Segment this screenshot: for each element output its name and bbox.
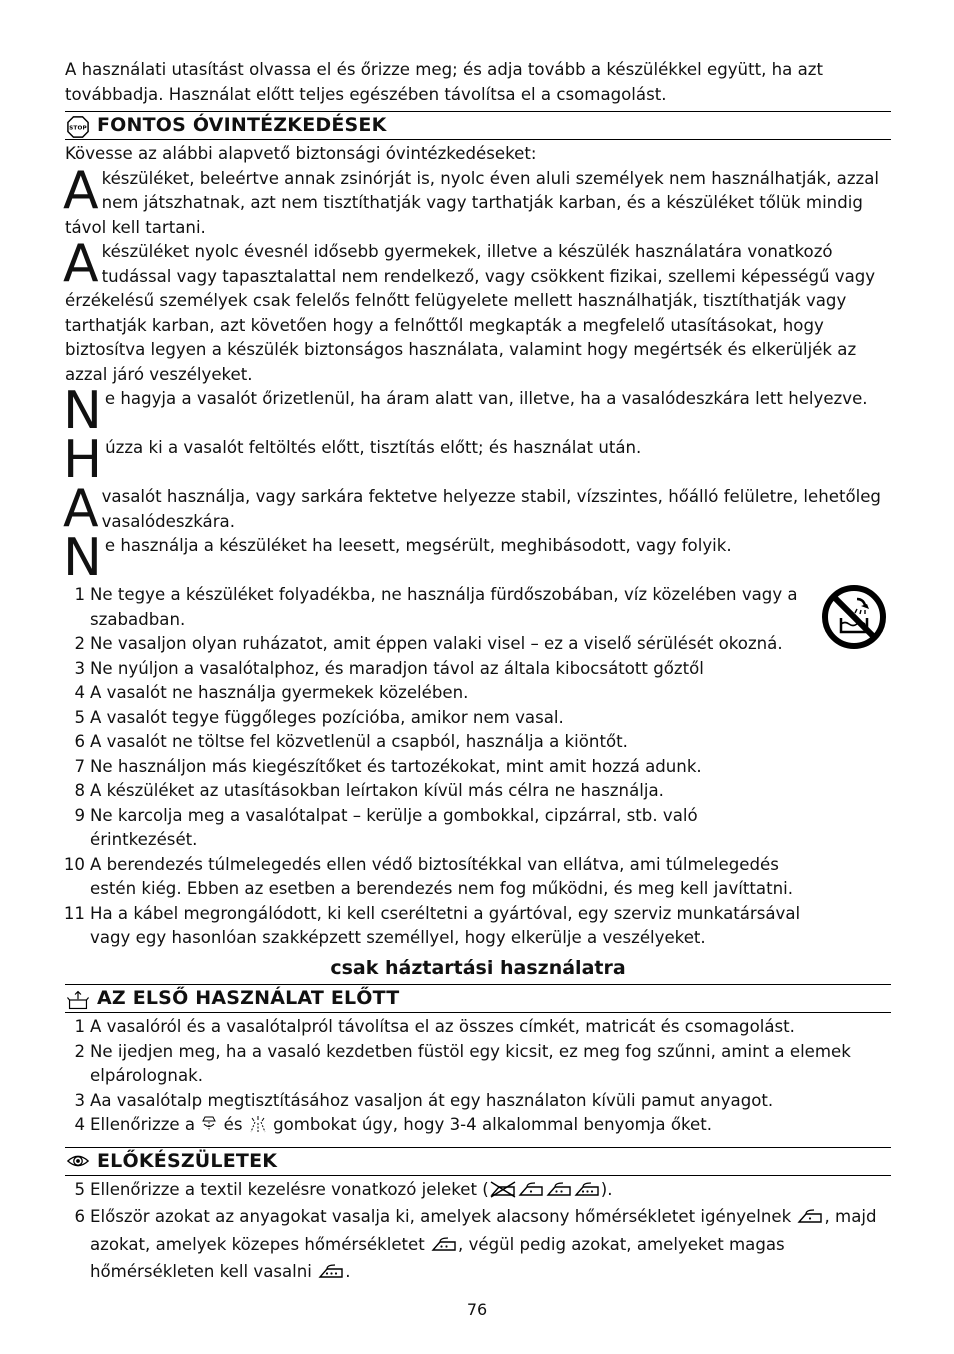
stop-icon <box>67 115 89 137</box>
stop-icon-label: STOP <box>69 124 87 131</box>
drop-cap: H <box>63 430 103 490</box>
list-item: 7 Ne használjon más kiegészítőket és tartozékokat, mint amit hozzá adunk. <box>74 756 702 776</box>
list-item: 3 Ne nyúljon a vasalótalphoz, és maradjon távol az általa kibocsátott gőztől <box>74 658 704 678</box>
dropcap-text: e használja a készüléket ha leesett, megsérült, meghibásodott, vagy folyik. <box>104 536 732 555</box>
dropcap-paragraph <box>63 528 891 588</box>
intro-text: A használati utasítást olvassa el és őrizze meg; és adja tovább a készülékkel együtt, ha azt továbbadja. Használat előtt teljes egészében távolítsa el a csomagolást. <box>65 60 823 104</box>
list-item: 11 Ha a kábel megrongálódott, ki kell cseréltetni a gyártóval, egy szerviz munkatársával vagy egy hasonlóan szakképzett személlyel, hogy elkerülje a veszélyeket. <box>63 903 801 947</box>
dropcap-paragraph <box>63 479 891 539</box>
first-use-section-title: AZ ELSŐ HASZNÁLAT ELŐTT <box>97 987 400 1010</box>
do-not-iron-icon <box>489 1180 517 1206</box>
iron-low-temp-icon <box>517 1180 545 1206</box>
list-item: 1 A vasalóról és a vasalótalpról távolítsa el az összes címkét, matricát és csomagolást. <box>74 1017 795 1036</box>
dropcap-paragraph <box>63 160 891 241</box>
iron-low-temp-icon <box>796 1207 824 1233</box>
drop-cap: A <box>63 234 99 294</box>
iron-medium-temp-icon <box>545 1180 573 1206</box>
iron-high-temp-icon <box>317 1262 345 1288</box>
drop-cap: A <box>63 160 99 221</box>
safety-section-header <box>65 111 891 140</box>
spray-button-icon <box>200 1115 218 1141</box>
iron-high-temp-icon <box>573 1180 601 1206</box>
list-item: 8 A készüléket az utasításokban leírtakon kívül más célra ne használja. <box>74 781 664 800</box>
page-number: 76 <box>466 1300 488 1319</box>
first-use-list <box>65 1015 891 1141</box>
safety-section-title: FONTOS ÓVINTÉZKEDÉSEK <box>97 114 387 137</box>
drop-cap: N <box>63 381 102 441</box>
list-item: 2 Ne vasaljon olyan ruházatot, amit éppen valaki visel – ez a viselő sérülését okozná. <box>74 634 783 653</box>
dropcap-text: vasalót használja, vagy sarkára fektetve helyezze stabil, vízszintes, hőálló felületre, lehetőleg vasalódeszkára. <box>101 487 881 531</box>
dropcap-text: úzza ki a vasalót feltöltés előtt, tisztítás előtt; és használat után. <box>105 438 642 457</box>
list-item: 2 Ne ijedjen meg, ha a vasaló kezdetben füstöl egy kicsit, ez meg fog szűnni, amint a elemek elpárolognak. <box>74 1041 851 1085</box>
dropcap-text: e hagyja a vasalót őrizetlenül, ha áram alatt van, illetve, ha a vasalódeszkára lett helyezve. <box>104 389 868 408</box>
list-item: 5 Ellenőrizze a textil kezelésre vonatkozó jeleket ( ). <box>65 1178 891 1206</box>
iron-medium-temp-icon <box>430 1235 458 1261</box>
prep-section-title: ELŐKÉSZÜLETEK <box>97 1149 278 1172</box>
dropcap-paragraph <box>63 430 891 490</box>
list-item: 4 A vasalót ne használja gyermekek közelében. <box>74 683 469 702</box>
page <box>65 58 891 1288</box>
list-item: 6 Először azokat az anyagokat vasalja ki, amelyek alacsony hőmérsékletet igényelnek , majd azokat, amelyek közepes hőmérsékletet , végül pedig azokat, amelyeket magas hőmérsékleten kell vasalni . <box>65 1205 891 1288</box>
dropcap-text: készüléket, beleértve annak zsinórját is, nyolc éven aluli személyek nem használhatják, azzal nem játszhatnak, azt nem tisztíthatják vagy tarthatják karban, és a készüléket tőlük mindig távol kell tartani. <box>65 168 880 237</box>
dropcap-list <box>63 160 891 588</box>
unbox-icon <box>67 988 89 1010</box>
no-water-icon <box>821 584 887 650</box>
dropcap-paragraph <box>63 234 891 387</box>
eye-icon <box>67 1150 89 1172</box>
list-item: 4 Ellenőrizze a és gombokat úgy, hogy 3-4 alkalommal benyomja őket. <box>65 1113 891 1141</box>
list-item: 6 A vasalót ne töltse fel közvetlenül a csapból, használja a kiöntőt. <box>74 732 628 751</box>
prep-list <box>65 1178 891 1288</box>
dropcap-text: készüléket nyolc évesnél idősebb gyermekek, illetve a készülék használatára vonatkozó tudással vagy tapasztalattal nem rendelkező, vagy csökkent fizikai, szellemi képességű vagy érzékelésű személyek csak felelős felnőtt felügyelete mellett használhatják, tisztíthatják vagy tarthatják karban, azt követően hogy a felnőttől megkapták a megfelelő utasításokat, hogy biztosítva legyen a készülék biztonságos használata, valamint hogy megértsék és elkerüljék az azzal járó veszélyeket. <box>65 242 876 384</box>
drop-cap: N <box>63 528 102 588</box>
safety-list <box>65 583 891 951</box>
safety-lead: Kövesse az alábbi alapvető biztonsági óvintézkedéseket: <box>65 144 537 163</box>
drop-cap: A <box>63 479 99 539</box>
list-item: 3 Aa vasalótalp megtisztításához vasaljon át egy használaton kívüli pamut anyagot. <box>74 1090 774 1110</box>
steam-burst-button-icon <box>248 1115 268 1141</box>
first-use-section-header <box>65 984 891 1013</box>
prep-section-header <box>65 1147 891 1176</box>
dropcap-paragraph <box>63 381 891 441</box>
list-item: 9 Ne karcolja meg a vasalótalpat – kerülje a gombokkal, cipzárral, stb. való érintkezését. <box>74 805 698 849</box>
list-item: 1 Ne tegye a készüléket folyadékba, ne használja fürdőszobában, víz közelében vagy a szabadban. <box>74 585 798 629</box>
list-item: 10 A berendezés túlmelegedés ellen védő biztosítékkal van ellátva, ami túlmelegedés estén kiég. Ebben az esetben a berendezés nem fog működni, és meg kell javíttatni. <box>63 854 793 898</box>
household-only-note: csak háztartási használatra <box>330 956 626 979</box>
list-item: 5 A vasalót tegye függőleges pozícióba, amikor nem vasal. <box>74 707 564 727</box>
